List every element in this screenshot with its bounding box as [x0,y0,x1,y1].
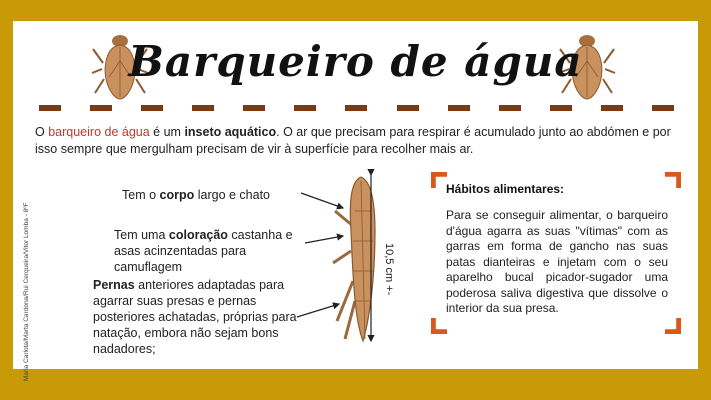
divider-dash [90,105,112,111]
note-text: Tem o [122,188,160,202]
intro-highlight: barqueiro de água [48,125,150,139]
author-credit: Maria Carlota/Marta Cardona/Rui Cerqueira/Vitor Lomba - 8ºF [23,202,30,381]
habits-title: Hábitos alimentares: [446,182,565,196]
divider-dash [652,105,674,111]
page-title: Barqueiro de água [128,37,583,86]
corner-bracket-icon [431,318,447,334]
intro-bold: inseto aquático [184,125,277,139]
corner-bracket-icon [431,172,447,188]
note-text: anteriores adaptadas para agarrar suas presas e pernas posteriores achatadas, próprias para natação, embora não sejam bons nadadores; [93,278,297,356]
intro-text: é um [149,125,185,139]
dashed-divider [39,105,674,111]
intro-text: O [35,125,49,139]
divider-dash [397,105,419,111]
measurement-label: 10,5 cm +- [383,243,395,296]
note-legs [93,277,303,357]
note-body-shape [122,187,312,203]
intro-text: . O ar que precisam para respirar é acumulado junto ao abdómen e por isso sempre que mergulham precisam de vir à superfície para recolher mais ar. [35,125,671,156]
corner-bracket-icon [665,172,681,188]
corner-bracket-icon [665,318,681,334]
water-boatman-illustration [331,171,391,346]
divider-dash [448,105,470,111]
divider-dash [141,105,163,111]
divider-dash [243,105,265,111]
note-text: Tem uma [114,228,169,242]
divider-dash [345,105,367,111]
slide-card [13,21,698,381]
divider-dash [39,105,61,111]
note-coloration [114,227,314,275]
note-text: largo e chato [194,188,270,202]
divider-dash [294,105,316,111]
note-bold: coloração [168,228,228,242]
divider-dash [192,105,214,111]
note-bold: corpo [159,188,195,202]
divider-dash [601,105,623,111]
note-text: castanha e asas acinzentadas para camuflagem [114,228,293,274]
habits-box [431,172,681,334]
divider-dash [499,105,521,111]
divider-dash [550,105,572,111]
habits-body: Para se conseguir alimentar, o barqueiro d'água agarra as suas "vítimas" com as garras em forma de gancho nas suas patas dianteiras e injetam com o seu aparelho bucal picador-sugador uma poderosa saliva digestiva que dissolve o interior da sua presa. [446,208,668,315]
intro-paragraph [35,124,695,158]
note-bold: Pernas [93,278,135,292]
